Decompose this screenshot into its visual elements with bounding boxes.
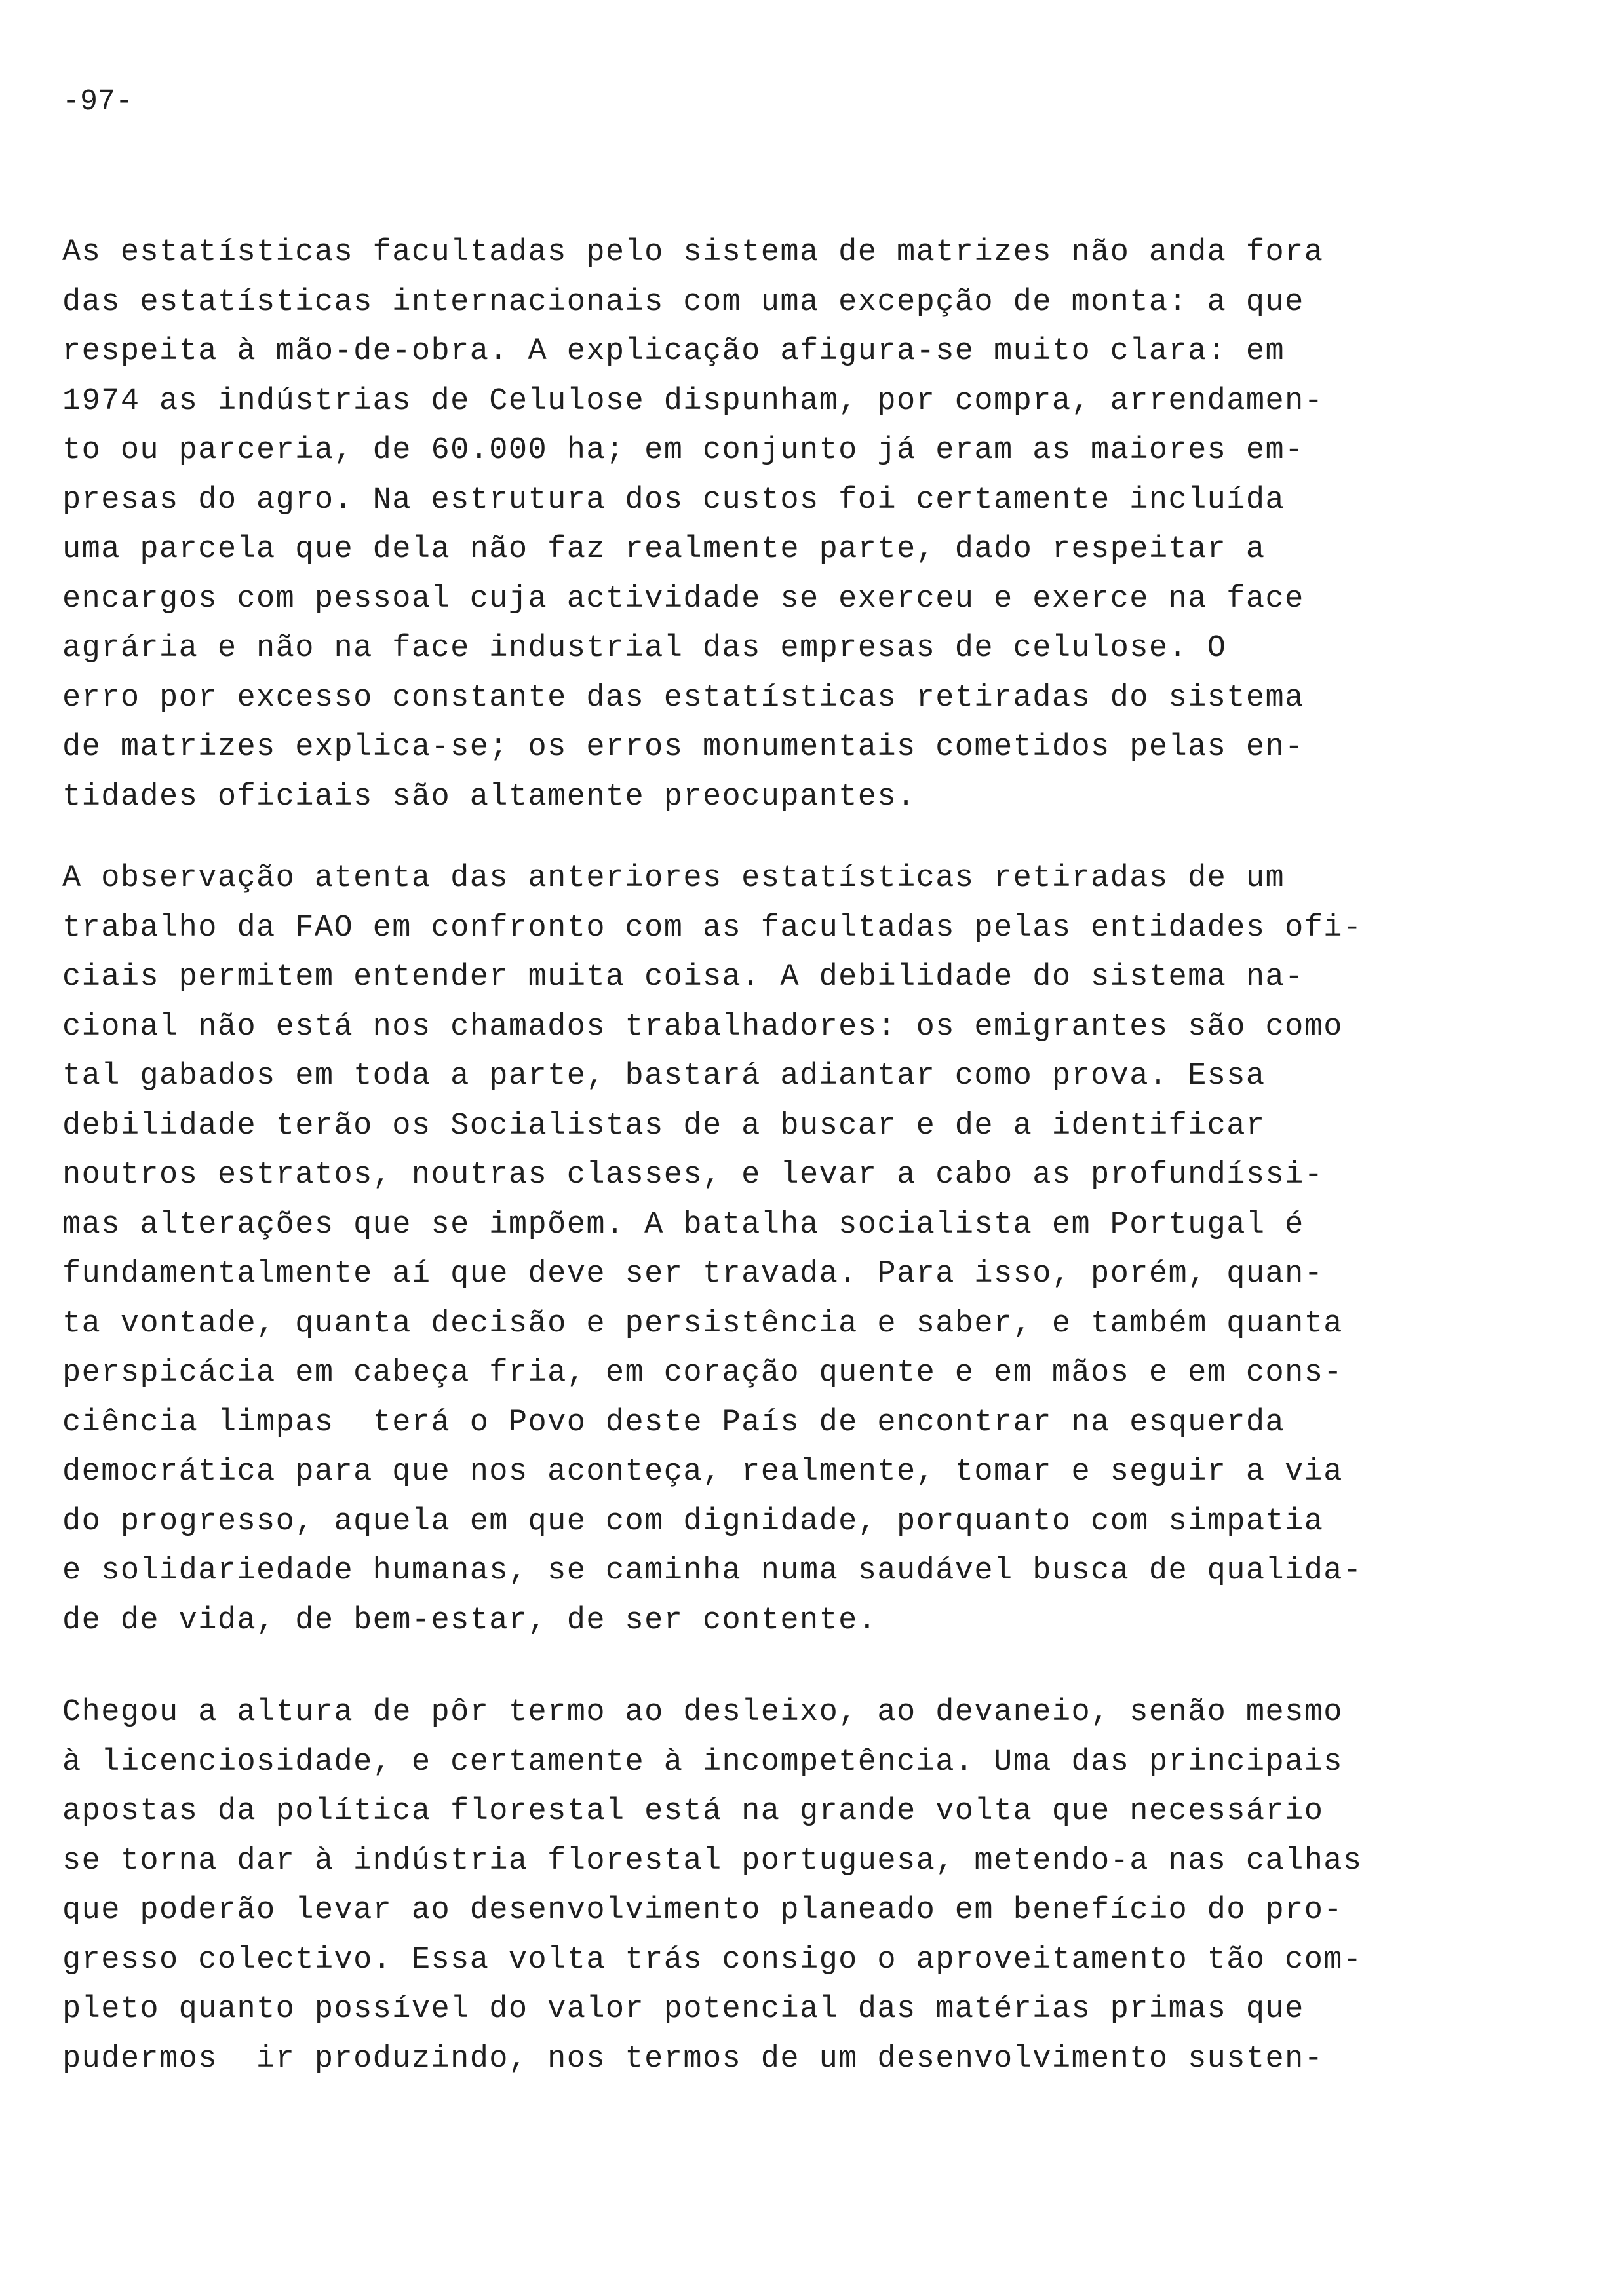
text-line: ciência limpas terá o Povo deste País de encontrar na esquerda (62, 1405, 1285, 1440)
text-line: trabalho da FAO em confronto com as facultadas pelas entidades ofi- (62, 910, 1363, 946)
text-line: que poderão levar ao desenvolvimento planeado em benefício do pro- (62, 1893, 1343, 1928)
page-number: -97- (62, 85, 134, 119)
text-line: uma parcela que dela não faz realmente parte, dado respeitar a (62, 532, 1266, 567)
text-line: noutros estratos, noutras classes, e levar a cabo as profundíssi- (62, 1158, 1324, 1193)
text-line: tidades oficiais são altamente preocupantes. (62, 779, 916, 814)
text-line: pudermos ir produzindo, nos termos de um desenvolvimento susten- (62, 2041, 1324, 2076)
text-line: respeita à mão-de-obra. A explicação afigura-se muito clara: em (62, 334, 1285, 369)
text-line: ta vontade, quanta decisão e persistência e saber, e também quanta (62, 1306, 1343, 1341)
text-line: ciais permitem entender muita coisa. A debilidade do sistema na- (62, 960, 1304, 995)
paragraph-2 (62, 854, 1530, 1645)
text-line: apostas da política florestal está na grande volta que necessário (62, 1794, 1324, 1829)
text-line: democrática para que nos aconteça, realmente, tomar e seguir a via (62, 1455, 1343, 1489)
text-line: A observação atenta das anteriores estatísticas retiradas de um (62, 861, 1285, 896)
text-line: As estatísticas facultadas pelo sistema de matrizes não anda fora (62, 235, 1324, 270)
paragraph-1 (62, 228, 1530, 822)
text-line: debilidade terão os Socialistas de a buscar e de a identificar (62, 1108, 1266, 1143)
text-line: cional não está nos chamados trabalhadores: os emigrantes são como (62, 1009, 1343, 1044)
text-line: 1974 as indústrias de Celulose dispunham, por compra, arrendamen- (62, 383, 1324, 419)
text-line: das estatísticas internacionais com uma excepção de monta: a que (62, 284, 1304, 320)
text-line: do progresso, aquela em que com dignidade, porquanto com simpatia (62, 1504, 1324, 1539)
text-line: agrária e não na face industrial das empresas de celulose. O (62, 631, 1227, 666)
text-line: à licenciosidade, e certamente à incompetência. Uma das principais (62, 1744, 1343, 1780)
text-line: e solidariedade humanas, se caminha numa saudável busca de qualida- (62, 1554, 1363, 1588)
text-line: Chegou a altura de pôr termo ao desleixo, ao devaneio, senão mesmo (62, 1695, 1343, 1730)
text-line: encargos com pessoal cuja actividade se exerceu e exerce na face (62, 581, 1304, 617)
text-line: presas do agro. Na estrutura dos custos foi certamente incluída (62, 482, 1285, 518)
text-line: erro por excesso constante das estatísticas retiradas do sistema (62, 680, 1304, 716)
text-line: de de vida, de bem-estar, de ser contente. (62, 1603, 878, 1638)
paragraph-3 (62, 1688, 1530, 2084)
text-line: pleto quanto possível do valor potencial das matérias primas que (62, 1992, 1304, 2027)
text-line: mas alterações que se impõem. A batalha socialista em Portugal é (62, 1207, 1304, 1242)
text-line: de matrizes explica-se; os erros monumentais cometidos pelas en- (62, 730, 1304, 765)
text-line: tal gabados em toda a parte, bastará adiantar como prova. Essa (62, 1059, 1266, 1094)
text-line: to ou parceria, de 60.000 ha; em conjunto já eram as maiores em- (62, 433, 1304, 468)
text-line: fundamentalmente aí que deve ser travada. Para isso, porém, quan- (62, 1257, 1324, 1292)
text-line: se torna dar à indústria florestal portuguesa, metendo-a nas calhas (62, 1843, 1363, 1879)
text-line: perspicácia em cabeça fria, em coração quente e em mãos e em cons- (62, 1356, 1343, 1390)
text-line: gresso colectivo. Essa volta trás consigo o aproveitamento tão com- (62, 1942, 1363, 1978)
